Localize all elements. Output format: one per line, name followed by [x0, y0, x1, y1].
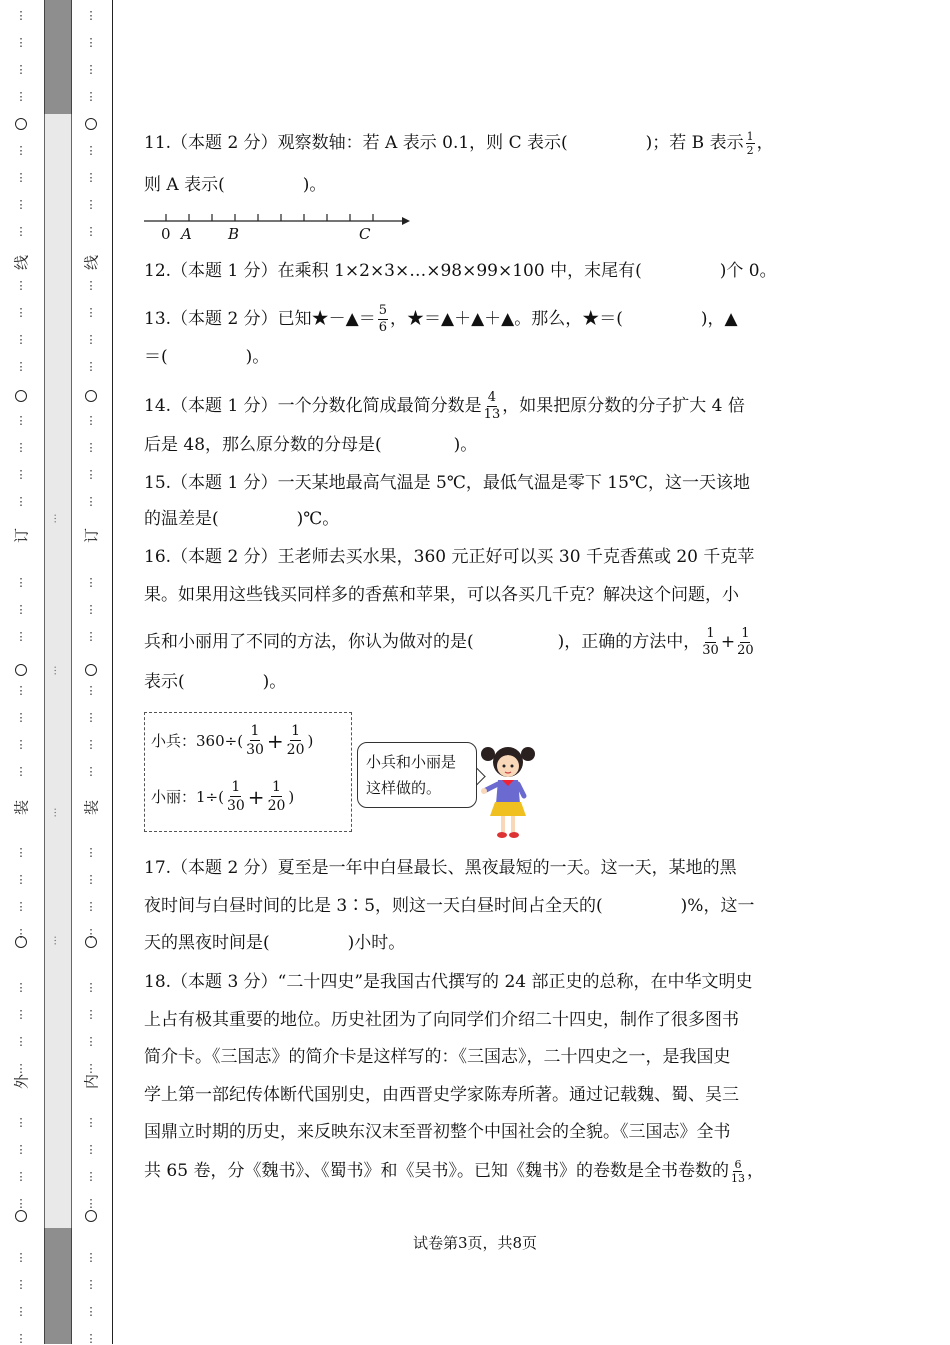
gray-strip-top-block [44, 0, 72, 114]
margin-dots: ⋮ [85, 765, 97, 778]
margin-dots: ⋮ [85, 900, 97, 913]
q16-fraction-1: $\frac{1}{30}$ [702, 626, 719, 658]
q14-fraction: $\frac{4}{13}$ [483, 390, 501, 422]
margin-dots: ⋮ [15, 90, 27, 103]
margin-dots: ⋮ [85, 981, 97, 994]
q16-line-1: 16.（本题 2 分）王老师去买水果，360 元正好可以买 30 千克香蕉或 20 千克苹 [144, 547, 755, 567]
margin-dots: ⋮ [85, 873, 97, 886]
q16-line-4: 表示( )。 [144, 672, 287, 692]
margin-outer-label: 装 [12, 800, 31, 816]
page-footer: 试卷第3页，共8页 [412, 1234, 538, 1252]
q18-line-5: 国鼎立时期的历史，来反映东汉末至晋初整个中国社会的全貌。《三国志》全书 [144, 1122, 731, 1142]
q18-fraction: $\frac{6}{13}$ [730, 1158, 745, 1185]
q11-line-2: 则 A 表示( )。 [144, 175, 327, 195]
margin-dots: ⋮ [85, 684, 97, 697]
margin-outer-label: 线 [12, 255, 31, 271]
margin-dots: ⋮ [15, 9, 27, 22]
margin-dots: ⋮ [85, 225, 97, 238]
q18-line-6: 共 65 卷，分《魏书》、《蜀书》和《吴书》。已知《魏书》的卷数是全书卷数的 $\frac{6}{13}$ ， [144, 1158, 764, 1185]
margin-dots: ⋮ [85, 846, 97, 859]
margin-dots: ⋮ [85, 171, 97, 184]
girl-illustration-icon [478, 738, 538, 842]
q18-line-3: 简介卡。《三国志》的简介卡是这样写的：《三国志》，二十四史之一，是我国史 [144, 1047, 731, 1067]
margin-dots: ⋮ [85, 1197, 97, 1210]
q18-line-2: 上占有极其重要的地位。历史社团为了向同学们介绍二十四史，制作了很多图书 [144, 1010, 739, 1030]
margin-circle-icon [85, 664, 97, 676]
margin-dots: ⋮ [85, 603, 97, 616]
q17-line-3: 天的黑夜时间是( )小时。 [144, 933, 406, 953]
q18-line-4: 学上第一部纪传体断代国别史，由西晋史学家陈寿所著。通过记载魏、蜀、吴三 [144, 1085, 739, 1105]
margin-dots: ⋮ [15, 1116, 27, 1129]
margin-dots: ⋮ [85, 63, 97, 76]
margin-dots: ⋮ [85, 441, 97, 454]
bubble-line-1: 小兵和小丽是 [366, 753, 457, 771]
margin-dots: ⋮ [85, 306, 97, 319]
axis-label-b: B [228, 225, 240, 243]
q11-fraction: $\frac{1}{2}$ [746, 130, 754, 157]
margin-circle-icon [15, 118, 27, 130]
bubble-line-2: 这样做的。 [366, 779, 442, 797]
margin-inner-label: 装 [82, 800, 101, 816]
margin-dots: ⋮ [15, 684, 27, 697]
margin-dots: ⋮ [85, 360, 97, 373]
margin-dots: ⋮ [15, 1305, 27, 1318]
q18-line-1: 18.（本题 3 分）“二十四史”是我国古代撰写的 24 部正史的总称，在中华文明史 [144, 972, 753, 992]
margin-circle-icon [15, 664, 27, 676]
margin-dots: ⋮ [85, 90, 97, 103]
margin-dots: ⋮ [15, 144, 27, 157]
margin-dots: ⋮ [85, 198, 97, 211]
gray-strip-mark: … [51, 935, 63, 946]
margin-dots: ⋮ [15, 495, 27, 508]
margin-dots: ⋮ [15, 900, 27, 913]
q13-line-1: 13.（本题 2 分）已知★－▲＝ $\frac{5}{6}$ ，★＝▲＋▲＋▲。那么，★＝( )，▲ [144, 303, 738, 335]
margin-dots: ⋮ [15, 927, 27, 940]
q13-line-2: ＝( )。 [144, 347, 270, 367]
margin-dots: ⋮ [15, 1278, 27, 1291]
speech-bubble [357, 742, 477, 808]
margin-dots: ⋮ [15, 1008, 27, 1021]
q14-line-2: 后是 48，那么原分数的分母是( )。 [144, 435, 478, 455]
margin-circle-icon [15, 390, 27, 402]
q15-line-1: 15.（本题 1 分）一天某地最高气温是 5℃，最低气温是零下 15℃，这一天该地 [144, 473, 750, 493]
margin-dots: ⋮ [85, 927, 97, 940]
margin-dots: ⋮ [15, 36, 27, 49]
margin-dots: ⋮ [85, 414, 97, 427]
margin-dots: ⋮ [85, 1062, 97, 1075]
margin-dots: ⋮ [85, 1278, 97, 1291]
method-xiaoli: 小丽：1÷( $\frac{1}{30}$ + $\frac{1}{20}$ ) [151, 779, 295, 814]
margin-dots: ⋮ [15, 1035, 27, 1048]
margin-inner-label: 线 [82, 255, 101, 271]
margin-dots: ⋮ [15, 981, 27, 994]
margin-dots: ⋮ [85, 711, 97, 724]
margin-dots: ⋮ [15, 576, 27, 589]
margin-dots: ⋮ [85, 333, 97, 346]
q17-line-1: 17.（本题 2 分）夏至是一年中白昼最长、黑夜最短的一天。这一天，某地的黑 [144, 858, 737, 878]
margin-outer-label: 订 [12, 528, 31, 544]
number-line-figure [144, 205, 414, 245]
number-line-axis [144, 205, 414, 227]
margin-dots: ⋮ [85, 144, 97, 157]
margin-dots: ⋮ [15, 873, 27, 886]
margin-outer-label: 外 [12, 1074, 31, 1090]
axis-label-a: A [181, 225, 192, 243]
margin-dots: ⋮ [85, 630, 97, 643]
margin-circle-icon [15, 936, 27, 948]
margin-dots: ⋮ [15, 1062, 27, 1075]
margin-dots: ⋮ [85, 576, 97, 589]
margin-dots: ⋮ [15, 441, 27, 454]
margin-inner-label: 订 [82, 528, 101, 544]
gray-strip-mark: … [51, 665, 63, 676]
margin-circle-icon [15, 1210, 27, 1222]
margin-dots: ⋮ [15, 1143, 27, 1156]
margin-dots: ⋮ [15, 360, 27, 373]
margin-dots: ⋮ [15, 1170, 27, 1183]
xb-fraction-1: $\frac{1}{30}$ [246, 723, 264, 758]
margin-dots: ⋮ [15, 630, 27, 643]
q16-line-3: 兵和小丽用了不同的方法，你认为做对的是( )，正确的方法中， $\frac{1}{30}$ + $\frac{1}{20}$ [144, 626, 754, 658]
gray-strip-mark: … [51, 807, 63, 818]
margin-dots: ⋮ [85, 1332, 97, 1345]
margin-dots: ⋮ [85, 1116, 97, 1129]
margin-dots: ⋮ [85, 9, 97, 22]
xl-fraction-1: $\frac{1}{30}$ [226, 779, 245, 814]
margin-dots: ⋮ [15, 738, 27, 751]
margin-dots: ⋮ [15, 1332, 27, 1345]
margin-dots: ⋮ [15, 765, 27, 778]
margin-dots: ⋮ [85, 1143, 97, 1156]
margin-dots: ⋮ [15, 468, 27, 481]
gray-strip-mark: … [51, 513, 63, 524]
methods-box [144, 712, 352, 832]
q14-line-1: 14.（本题 1 分）一个分数化简成最简分数是 $\frac{4}{13}$ ，如果把原分数的分子扩大 4 倍 [144, 390, 745, 422]
margin-dots: ⋮ [15, 225, 27, 238]
margin-dots: ⋮ [85, 468, 97, 481]
method-xiaobing: 小兵：360÷( $\frac{1}{30}$ + $\frac{1}{20}$ ) [151, 723, 314, 758]
xb-fraction-2: $\frac{1}{20}$ [286, 723, 305, 758]
margin-dots: ⋮ [85, 495, 97, 508]
margin-dots: ⋮ [15, 63, 27, 76]
margin-dots: ⋮ [15, 603, 27, 616]
margin-dots: ⋮ [15, 279, 27, 292]
margin-inner-label: 内 [82, 1074, 101, 1090]
margin-dots: ⋮ [85, 1305, 97, 1318]
margin-dots: ⋮ [15, 171, 27, 184]
q11-line-1: 11.（本题 2 分）观察数轴：若 A 表示 0.1，则 C 表示( )；若 B 表示 $\frac{1}{2}$ ， [144, 130, 774, 157]
margin-dots: ⋮ [85, 1170, 97, 1183]
q12-line: 12.（本题 1 分）在乘积 1×2×3×…×98×99×100 中，末尾有( )个 0。 [144, 261, 777, 281]
q16-fraction-2: $\frac{1}{20}$ [737, 626, 754, 658]
margin-dots: ⋮ [85, 1008, 97, 1021]
margin-dots: ⋮ [15, 711, 27, 724]
margin-dots: ⋮ [15, 414, 27, 427]
xl-fraction-2: $\frac{1}{20}$ [267, 779, 286, 814]
q15-line-2: 的温差是( )℃。 [144, 509, 340, 529]
margin-dots: ⋮ [85, 738, 97, 751]
margin-dots: ⋮ [15, 306, 27, 319]
margin-dots: ⋮ [15, 198, 27, 211]
margin-circle-icon [85, 936, 97, 948]
margin-dots: ⋮ [15, 1251, 27, 1264]
margin-circle-icon [85, 118, 97, 130]
q13-fraction: $\frac{5}{6}$ [378, 303, 388, 335]
axis-label-c: C [359, 225, 371, 243]
margin-dots: ⋮ [15, 333, 27, 346]
q17-line-2: 夜时间与白昼时间的比是 3∶5，则这一天白昼时间占全天的( )%，这一 [144, 896, 755, 916]
margin-dots: ⋮ [85, 1035, 97, 1048]
q16-line-2: 果。如果用这些钱买同样多的香蕉和苹果，可以各买几千克？解决这个问题，小 [144, 585, 739, 605]
axis-label-zero: 0 [161, 225, 171, 243]
margin-dots: ⋮ [85, 279, 97, 292]
margin-dots: ⋮ [85, 1251, 97, 1264]
margin-circle-icon [85, 1210, 97, 1222]
margin-dots: ⋮ [15, 846, 27, 859]
margin-dots: ⋮ [85, 36, 97, 49]
margin-dots: ⋮ [15, 1197, 27, 1210]
margin-circle-icon [85, 390, 97, 402]
